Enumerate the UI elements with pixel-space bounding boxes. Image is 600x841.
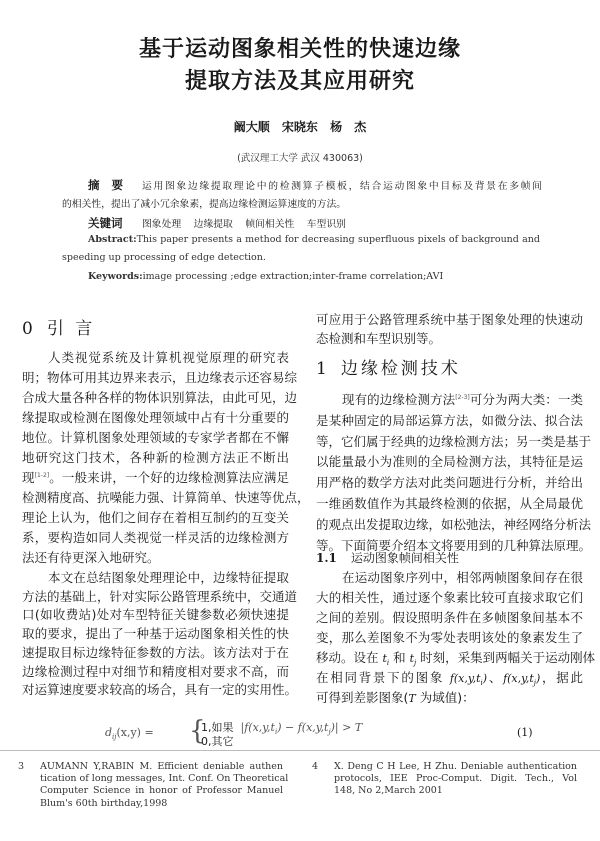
text-line: [48, 348, 289, 366]
text-run: 等。下面简要介绍本文将要用到的几种算法原理。: [316, 537, 592, 553]
math: T: [408, 692, 416, 705]
text-run: 大的相关性，通过逐个象素比较可直接求取它们: [316, 590, 583, 605]
section-number: 1: [316, 359, 327, 379]
text-run: 以能量最小为准则的全局检测方法，其特征是运: [316, 454, 583, 470]
section-title: 边缘检测技术: [340, 359, 461, 379]
text-line: [316, 329, 441, 347]
text-run: 法还有待更深入地研究。: [22, 550, 160, 565]
text-line: [316, 432, 592, 450]
text-run: 。一般来讲，一个好的边缘检测算法应满足: [49, 470, 289, 485]
footnote-divider: [0, 750, 600, 751]
equation-1: [105, 716, 585, 748]
abstract-en-line-1: [88, 234, 540, 245]
text-run: 取的要求，提出了一种基于运动图象相关性的快: [22, 626, 289, 642]
subsection-number: 1.1: [316, 551, 337, 565]
reference-line: Blum's 60th birthday,1998: [40, 797, 168, 809]
keyword: 图象处理: [142, 219, 182, 230]
math: $f(x,y,t_i)$: [449, 672, 488, 688]
text-line: [22, 680, 297, 698]
math: $t_i$: [382, 652, 390, 668]
text-line: [22, 448, 289, 466]
text-run: 口(如收费站)处对车型特征关键参数必须快速提: [22, 607, 289, 623]
text-line: [22, 587, 298, 605]
keywords-cn-label: 关键词: [88, 216, 123, 230]
keywords-cn: [142, 216, 346, 230]
text-run: 本文在总结图象处理理论中，边缘特征提取: [48, 570, 289, 585]
reference-line: tication of long messages, Int. Conf. On Theoretical: [40, 773, 289, 785]
text-line: [22, 605, 289, 623]
text-line: [22, 508, 289, 526]
text-line: [22, 428, 289, 446]
keyword: 车型识别: [306, 219, 346, 230]
text-run: 人类视觉系统及计算机视觉原理的研究表: [48, 350, 289, 365]
text-line: [316, 473, 583, 491]
abstract-en-line-2: speeding up processing of edge detection.: [62, 252, 266, 263]
text-run: 等，它们属于经典的边缘检测方法；另一类是基于: [316, 433, 592, 449]
text-run: ，据此: [540, 670, 583, 685]
text-run: 系，要构造如同人类视觉一样灵活的边缘检测方: [22, 530, 289, 545]
text-run: 检测精度高、抗噪能力强、计算简单、快速等优点，: [22, 490, 310, 505]
text-run: 可得到差影图象(: [316, 690, 409, 705]
section-1-heading: [316, 354, 461, 379]
text-run: 地位。计算机图象处理领域的专家学者都在不懈: [22, 430, 289, 445]
reference-line: AUMANN Y,RABIN M. Efficient deniable authen: [40, 761, 283, 772]
text-line: [316, 668, 583, 687]
citation: [2-3]: [455, 394, 470, 401]
affiliation: (武汉理工大学 武汉 430063): [237, 153, 363, 164]
equation-case-1: 1,如果 $|f(x,y,t_i) - f(x,y,t_j)| > T$: [201, 721, 363, 737]
title-line-1: 基于运动图象相关性的快速边缘: [138, 37, 461, 62]
text-line: [316, 494, 583, 512]
text-line: [22, 388, 298, 406]
text-run: 可分为两大类：一类: [469, 392, 583, 407]
text-run: 理论上认为，他们之间存在着相互制约的互变关: [22, 510, 289, 525]
text-run: 明；物体可用其边界来表示，且边缘表示还容易综: [22, 370, 298, 385]
keyword: 边缘提取: [193, 219, 233, 230]
text-line: [316, 515, 592, 533]
text-line: [22, 408, 289, 426]
math: $t_j$: [409, 652, 417, 668]
brace-icon: {: [189, 716, 206, 746]
equation-lhs: $d_{ij}(x,y)$ =: [105, 726, 154, 742]
text-line: [316, 588, 583, 606]
text-run: 一维函数值作为其最终检测的依据，从全局最优: [316, 496, 583, 511]
text-line: [316, 452, 583, 470]
text-run: 对运算速度要求较高的场合，具有一定的实用性。: [22, 682, 298, 698]
section-number: 0: [22, 319, 33, 339]
subsection-title: 运动图象帧间相关性: [350, 551, 459, 565]
text-line: [22, 643, 289, 661]
text-line: [316, 608, 583, 626]
reference-line: protocols, IEE Proc-Comput. Digit. Tech., Vol: [334, 773, 577, 785]
text-run: 地研究这门技术，各种新的检测方法正不断出: [22, 450, 289, 465]
abstract-cn-line: 运用图象边缘提取理论中的检测算子模板，结合运动图象中目标及背景在多帧间: [142, 181, 542, 192]
text-run: 的观点出发提取边缘，如松弛法，神经网络分析法: [316, 516, 592, 532]
text-line: [22, 488, 310, 506]
text-line: [342, 390, 583, 408]
text-line: [342, 568, 583, 586]
reference-line: X. Deng C H Lee, H Zhu. Deniable authentication: [334, 761, 577, 772]
text-run: 合成大量各种各样的物体识别算法，由此可见，边: [22, 390, 298, 405]
text-line: [22, 548, 160, 566]
text-run: 用严格的数学方法对此类问题进行分析，并给出: [316, 475, 583, 491]
text-line: [316, 648, 596, 668]
text-line: [316, 628, 583, 646]
keywords-en-label: Keywords:: [88, 271, 143, 282]
reference-line: Computer Science in honor of Professor Manuel: [40, 785, 283, 797]
text-line: [22, 662, 289, 680]
text-line: [22, 528, 289, 546]
reference-number: 4: [312, 761, 319, 772]
text-line: [22, 624, 289, 642]
text-run: 在相同背景下的图象: [316, 670, 450, 685]
subsection-1-1-heading: [316, 549, 459, 566]
abstract-en-label: Abstract:: [88, 234, 137, 245]
text-line: [316, 411, 583, 429]
reference-number: 3: [18, 761, 25, 772]
text-run: 边缘检测过程中对细节和精度相对要求不高，而: [22, 663, 289, 679]
text-run: 移动。设在: [316, 650, 383, 665]
text-run: 是某种固定的局部运算方法，如微分法、拟合法: [316, 412, 583, 428]
text-run: 之间的差别。假设照明条件在多帧图象间基本不: [316, 610, 583, 625]
math: $f(x,y,t_j)$: [503, 672, 541, 688]
authors: 阚大顺 宋晓东 杨 杰: [233, 120, 367, 134]
text-run: 现有的边缘检测方法: [342, 392, 456, 407]
text-run: 态检测和车型识别等。: [316, 330, 442, 346]
keywords-en: [88, 271, 443, 282]
text-line: [22, 368, 298, 386]
text-run: 方法的基础上，针对实际公路管理系统中，交通道: [22, 588, 298, 604]
citation: [1-2]: [34, 472, 50, 479]
equation-number: (1): [517, 726, 533, 739]
section-title: 引 言: [46, 319, 96, 339]
text-run: 可应用于公路管理系统中基于图象处理的快速动: [316, 312, 583, 327]
abstract-en-text: This paper presents a method for decreasing superfluous pixels of background and: [136, 234, 540, 245]
equation-case-2: 0,其它: [201, 735, 234, 748]
text-line: [316, 310, 583, 328]
text-line: [316, 688, 475, 706]
title-line-2: 提取方法及其应用研究: [184, 69, 415, 94]
text-run: 时刻，采集到两幅关于运动刚体: [416, 650, 596, 665]
section-0-heading: [22, 314, 95, 339]
abstract-cn-label: 摘 要: [88, 178, 128, 192]
reference-line: 148, No 2,March 2001: [334, 785, 443, 797]
text-line: [48, 568, 289, 586]
keyword: 帧间相关性: [245, 219, 295, 230]
text-run: 变，那么差图象不为零处表明该处的象素发生了: [316, 630, 583, 645]
text-line: [22, 468, 289, 486]
keywords-en-text: image processing ;edge extraction;inter-frame correlation;AVI: [142, 271, 444, 282]
text-run: 为域值)：: [415, 690, 475, 705]
text-run: 、: [487, 670, 504, 685]
text-run: 和: [389, 650, 410, 665]
text-run: 现: [22, 470, 35, 485]
abstract-cn-line: 的相关性，提出了减小冗余象素，提高边缘检测运算速度的方法。: [62, 199, 347, 210]
text-run: 缘提取或检测在图像处理领域中占有十分重要的: [22, 410, 289, 425]
text-run: 在运动图象序列中，相邻两帧图象间存在很: [342, 570, 583, 585]
text-run: 速提取目标边缘特征参数的方法。该方法对于在: [22, 644, 289, 660]
